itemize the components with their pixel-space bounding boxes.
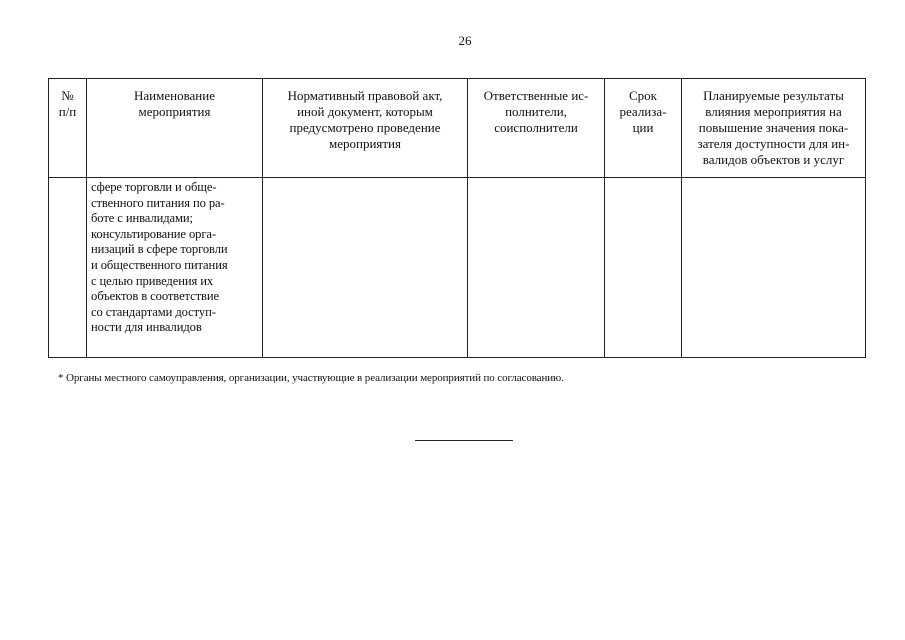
- header-responsible: Ответственные ис- полнители, соисполнители: [468, 79, 605, 178]
- page-number: 26: [458, 33, 472, 48]
- cell-number: [49, 178, 87, 358]
- header-planned-results: Планируемые результаты влияния мероприятия на повышение значения пока- зателя доступности для ин- валидов объектов и услуг: [682, 79, 866, 178]
- header-name: Наименование мероприятия: [87, 79, 263, 178]
- cell-planned-results: [682, 178, 866, 358]
- table-header-row: [49, 79, 866, 178]
- measures-table: [48, 78, 866, 358]
- header-number: № п/п: [49, 79, 87, 178]
- cell-normative-act: [263, 178, 468, 358]
- cell-term: [605, 178, 682, 358]
- table-row: [49, 178, 866, 358]
- header-normative-act: Нормативный правовой акт, иной документ, которым предусмотрено проведение мероприятия: [263, 79, 468, 178]
- cell-responsible: [468, 178, 605, 358]
- header-term: Срок реализа- ции: [605, 79, 682, 178]
- cell-measure-name: сфере торговли и обще- ственного питания по ра- боте с инвалидами; консультирование орга- низаций в сфере торговли и общественного питания с целью приведения их объектов в соответствие со стандартами доступ- ности для инвалидов: [87, 178, 263, 358]
- footnote: * Органы местного самоуправления, организации, участвующие в реализации мероприятий по согласованию.: [58, 372, 564, 384]
- end-divider: [415, 440, 513, 441]
